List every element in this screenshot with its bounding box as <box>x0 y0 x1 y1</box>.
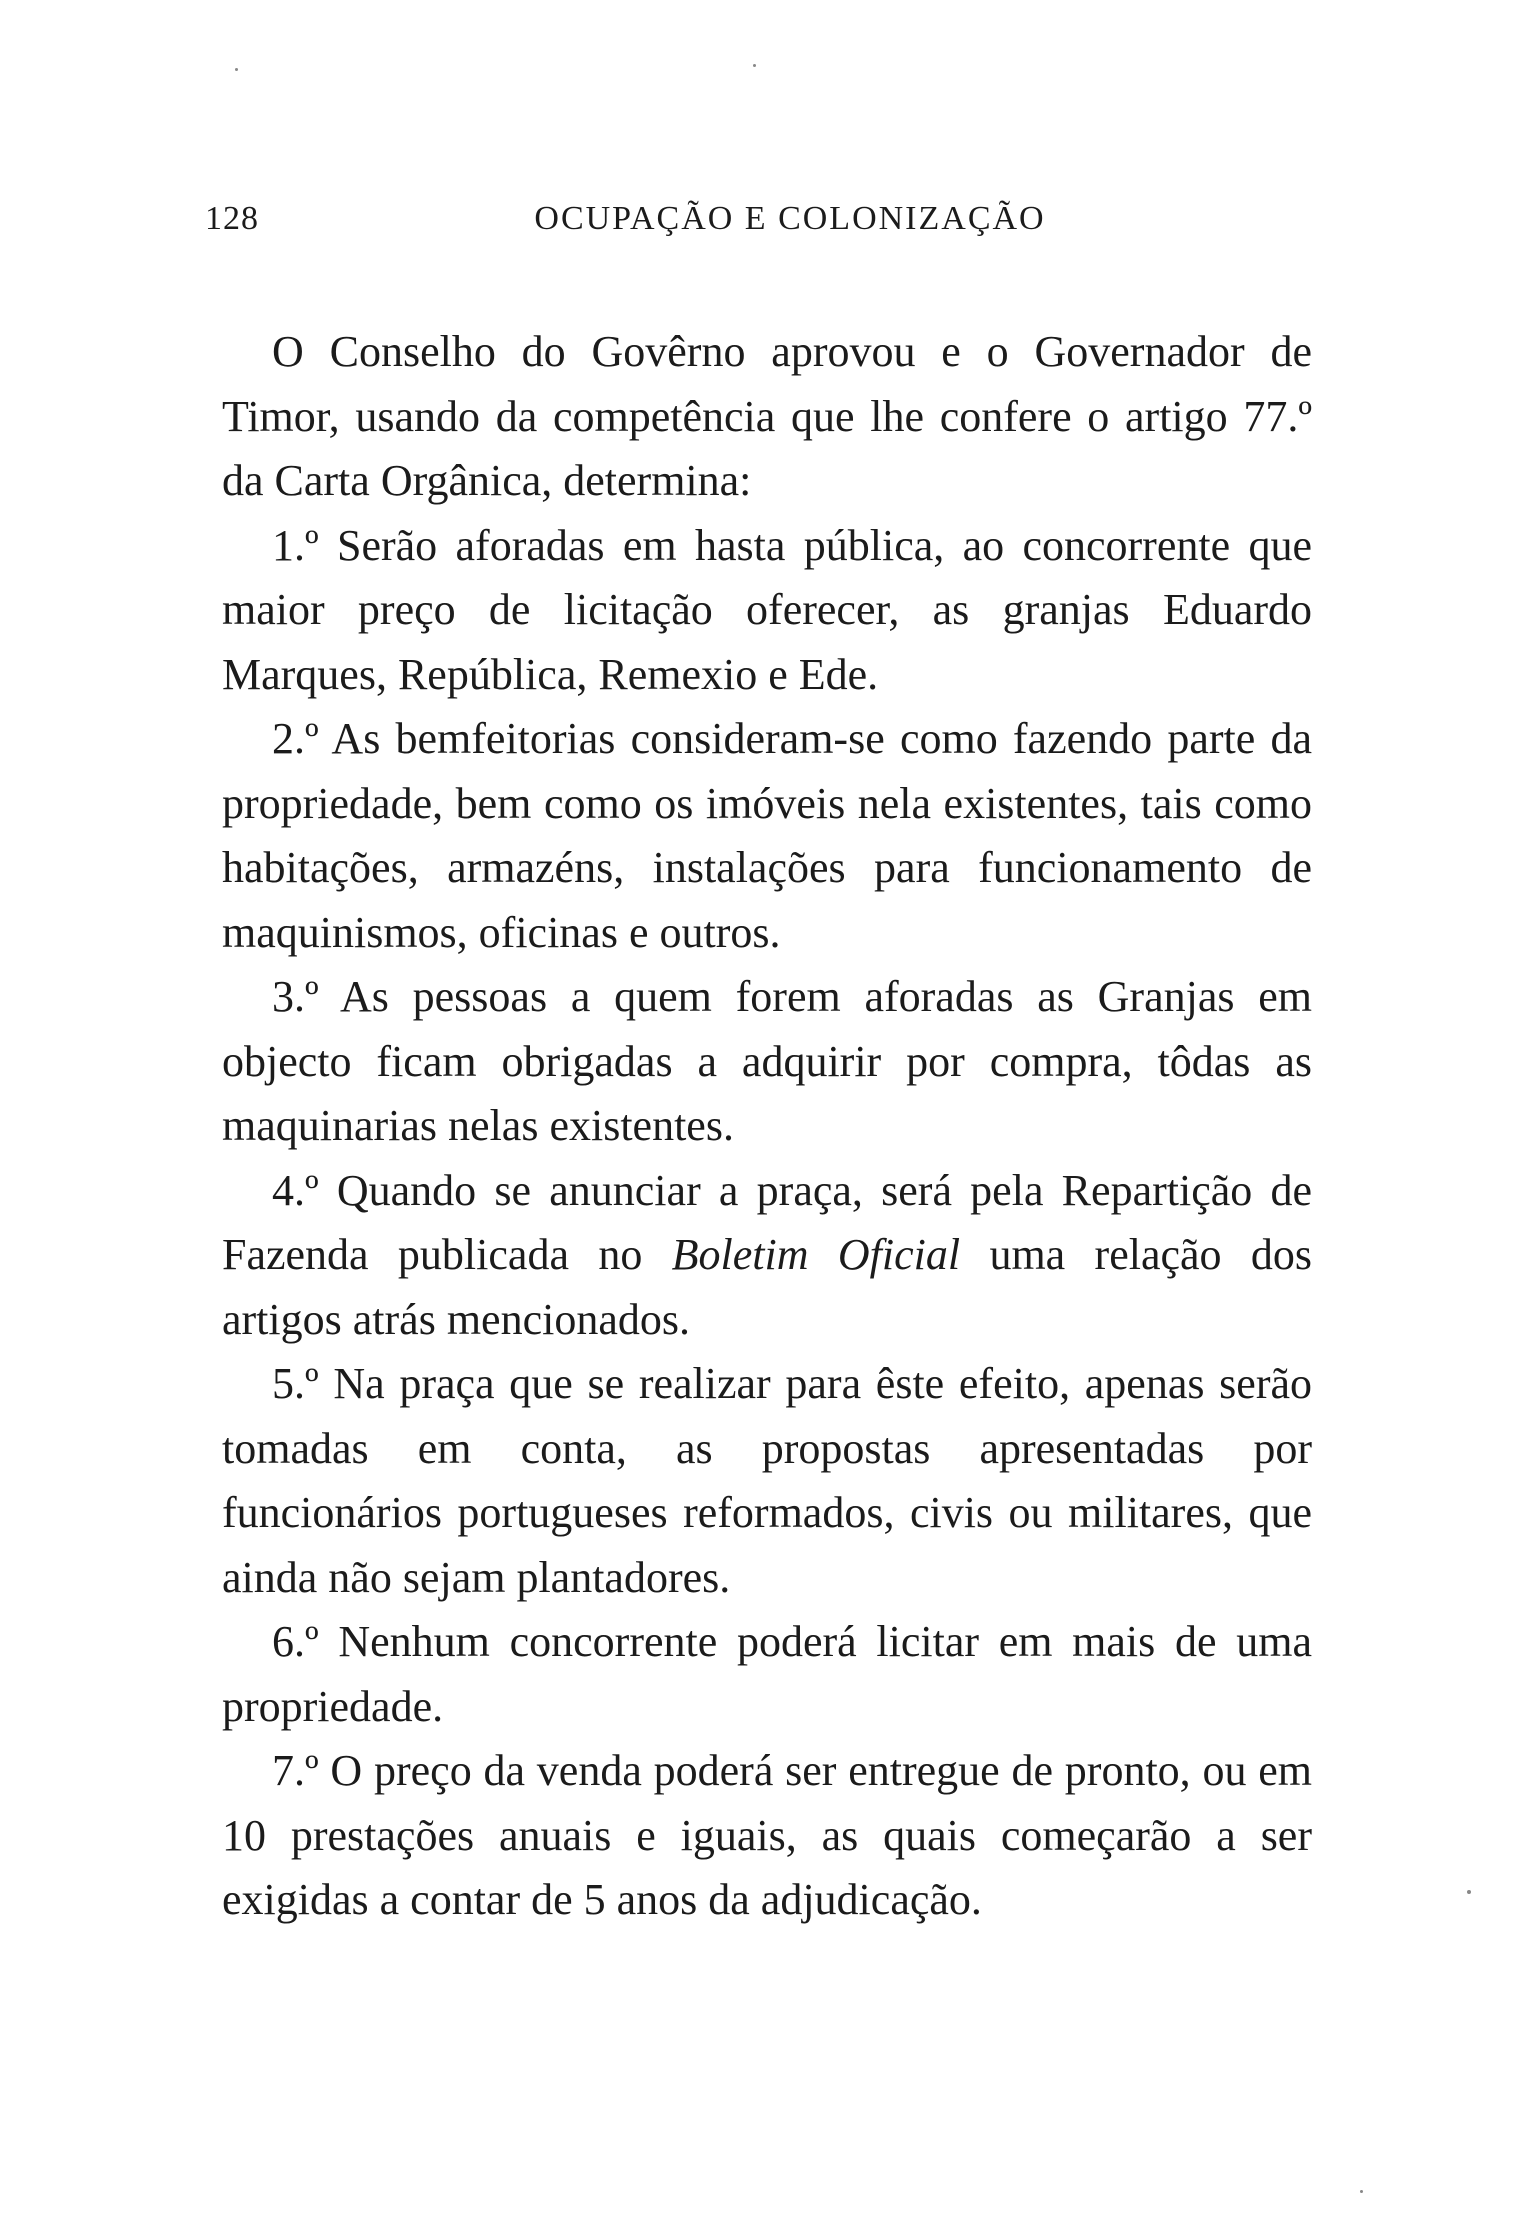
article-5: 5.º Na praça que se realizar para êste efeito, apenas serão tomadas em conta, as propostas apresentadas por funcionários portugueses reformados, civis ou militares, que ainda não sejam plantadores. <box>222 1359 1312 1602</box>
article-4-text-after: uma relação dos artigos atrás mencionados. <box>222 1230 1313 1344</box>
paper-speck <box>235 68 238 71</box>
paper-speck <box>1467 1890 1471 1894</box>
article-2: 2.º As bemfeitorias consideram-se como fazendo parte da propriedade, bem como os imóveis nela existentes, tais como habitações, armazéns, instalações para funcionamento de maquinismos, oficinas e outros. <box>222 714 1312 957</box>
article-7: 7.º O preço da venda poderá ser entregue de pronto, ou em 10 prestações anuais e iguais, as quais começarão a ser exigidas a contar de 5 anos da adjudicação. <box>222 1746 1312 1924</box>
running-head <box>205 200 1325 260</box>
body-text <box>222 320 1312 1933</box>
article-3: 3.º As pessoas a quem forem aforadas as Granjas em objecto ficam obrigadas a adquirir por compra, tôdas as maquinarias nelas existentes. <box>222 972 1312 1150</box>
paper-speck <box>1360 2190 1363 2193</box>
article-4-text-before: 4.º Quando se anunciar a praça, será pela Repartição de Fazenda publicada no <box>222 1165 1312 1279</box>
page-number: 128 <box>205 200 259 237</box>
intro-paragraph: O Conselho do Govêrno aprovou e o Governador de Timor, usando da competência que lhe confere o artigo 77.º da Carta Orgânica, determina: <box>222 327 1312 505</box>
running-title: OCUPAÇÃO E COLONIZAÇÃO <box>534 200 1046 237</box>
article-1: 1.º Serão aforadas em hasta pública, ao concorrente que maior preço de licitação oferecer, as granjas Eduardo Marques, República, Remexio e Ede. <box>222 520 1312 699</box>
article-4 <box>222 1159 1312 1353</box>
paper-speck <box>753 64 756 67</box>
article-4-italic-title: Boletim Oficial <box>671 1230 961 1279</box>
article-6: 6.º Nenhum concorrente poderá licitar em mais de uma propriedade. <box>222 1617 1312 1731</box>
